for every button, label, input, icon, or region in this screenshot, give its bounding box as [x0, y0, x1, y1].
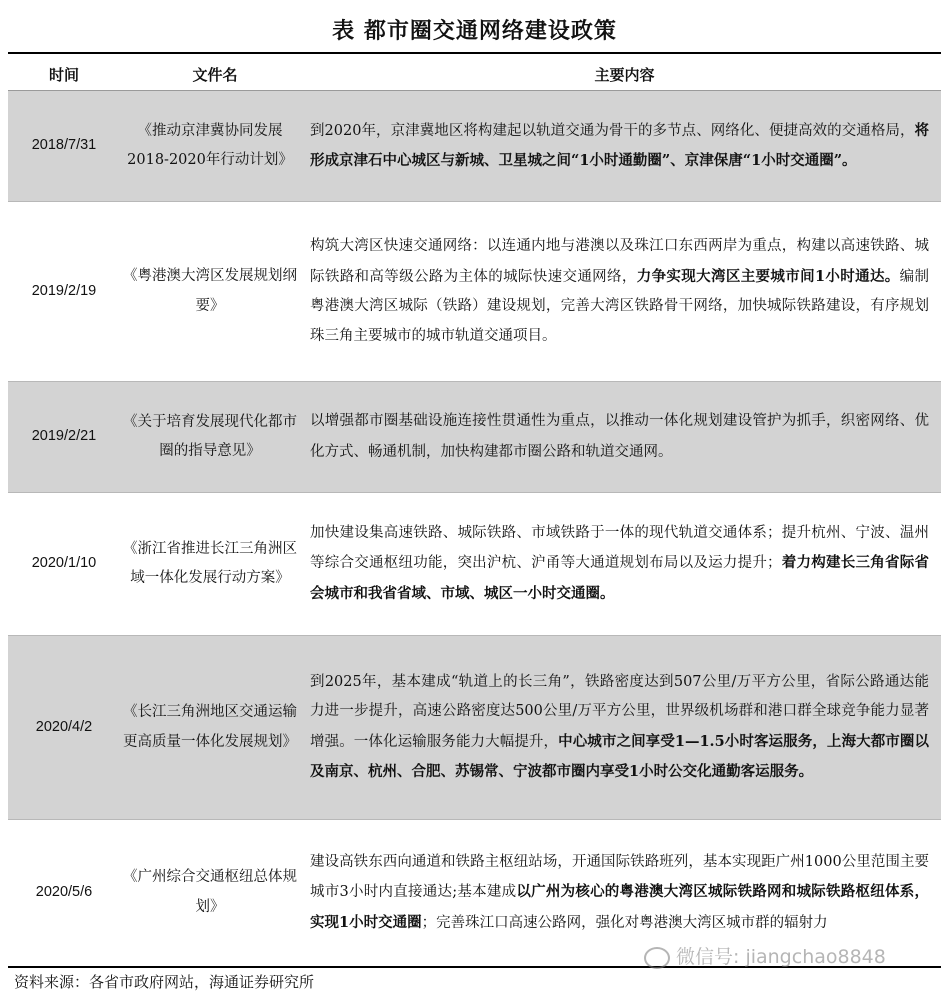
row-date: 2018/7/31 — [8, 91, 120, 202]
policy-table — [8, 90, 941, 966]
row-date: 2019/2/19 — [8, 202, 120, 382]
header-main-content: 主要内容 — [594, 66, 655, 84]
row-main-content: 以增强都市圈基础设施连接性贯通性为重点，以推动一体化规划建设管护为抓手，织密网络、优化方式、畅通机制，加快构建都市圈公路和轨道交通网。 — [300, 382, 941, 493]
row-main-content: 到2025年，基本建成“轨道上的长三角”，铁路密度达到507公里/万平方公里，省际公路通达能力进一步提升，高速公路密度达500公里/万平方公里，世界级机场群和港口群全球竞争能力显著增强。一体化运输服务能力大幅提升，中心城市之间享受1—1.5小时客运服务，上海大都市圈以及南京、杭州、合肥、苏锡常、宁波都市圈内享受1小时公交化通勤客运服务。 — [300, 636, 941, 820]
header-file-name: 文件名 — [192, 66, 238, 84]
wechat-watermark — [644, 942, 886, 969]
row-file-name: 《推动京津冀协同发展2018-2020年行动计划》 — [120, 91, 300, 202]
row-file-name: 《粤港澳大湾区发展规划纲要》 — [120, 202, 300, 382]
row-file-name: 《广州综合交通枢纽总体规划》 — [120, 820, 300, 966]
table-row — [8, 91, 941, 202]
row-date: 2020/1/10 — [8, 493, 120, 636]
row-main-content: 构筑大湾区快速交通网络：以连通内地与港澳以及珠江口东西两岸为重点，构建以高速铁路、城际铁路和高等级公路为主体的城际快速交通网络，力争实现大湾区主要城市间1小时通达。编制粤港澳大湾区城际（铁路）建设规划，完善大湾区铁路骨干网络，加快城际铁路建设，有序规划珠三角主要城市的城市轨道交通项目。 — [300, 202, 941, 382]
source-note: 资料来源：各省市政府网站，海通证券研究所 — [14, 973, 315, 991]
wechat-icon — [644, 947, 670, 969]
row-date: 2020/5/6 — [8, 820, 120, 966]
table-row — [8, 636, 941, 820]
table-row — [8, 202, 941, 382]
table-title: 表 都市圈交通网络建设政策 — [332, 19, 617, 44]
row-main-content: 加快建设集高速铁路、城际铁路、市域铁路于一体的现代轨道交通体系；提升杭州、宁波、温州等综合交通枢纽功能，突出沪杭、沪甬等大通道规划布局以及运力提升；着力构建长三角省际省会城市和我省省域、市域、城区一小时交通圈。 — [300, 493, 941, 636]
row-main-content: 建设高铁东西向通道和铁路主枢纽站场，开通国际铁路班列，基本实现距广州1000公里范围主要城市3小时内直接通达;基本建成以广州为核心的粤港澳大湾区城际铁路网和城际铁路枢纽体系，实现1小时交通圈；完善珠江口高速公路网，强化对粤港澳大湾区城市群的辐射力 — [300, 820, 941, 966]
top-rule — [8, 52, 941, 54]
header-time: 时间 — [48, 66, 79, 84]
row-date: 2019/2/21 — [8, 382, 120, 493]
row-main-content: 到2020年，京津冀地区将构建起以轨道交通为骨干的多节点、网络化、便捷高效的交通格局，将形成京津石中心城区与新城、卫星城之间“1小时通勤圈”、京津保唐“1小时交通圈”。 — [300, 91, 941, 202]
table-row — [8, 382, 941, 493]
row-file-name: 《浙江省推进长江三角洲区域一体化发展行动方案》 — [120, 493, 300, 636]
table-row — [8, 493, 941, 636]
row-file-name: 《长江三角洲地区交通运输更高质量一体化发展规划》 — [120, 636, 300, 820]
watermark-text: 微信号: jiangchao8848 — [676, 946, 886, 968]
row-date: 2020/4/2 — [8, 636, 120, 820]
table-header — [8, 56, 941, 90]
row-file-name: 《关于培育发展现代化都市圈的指导意见》 — [120, 382, 300, 493]
